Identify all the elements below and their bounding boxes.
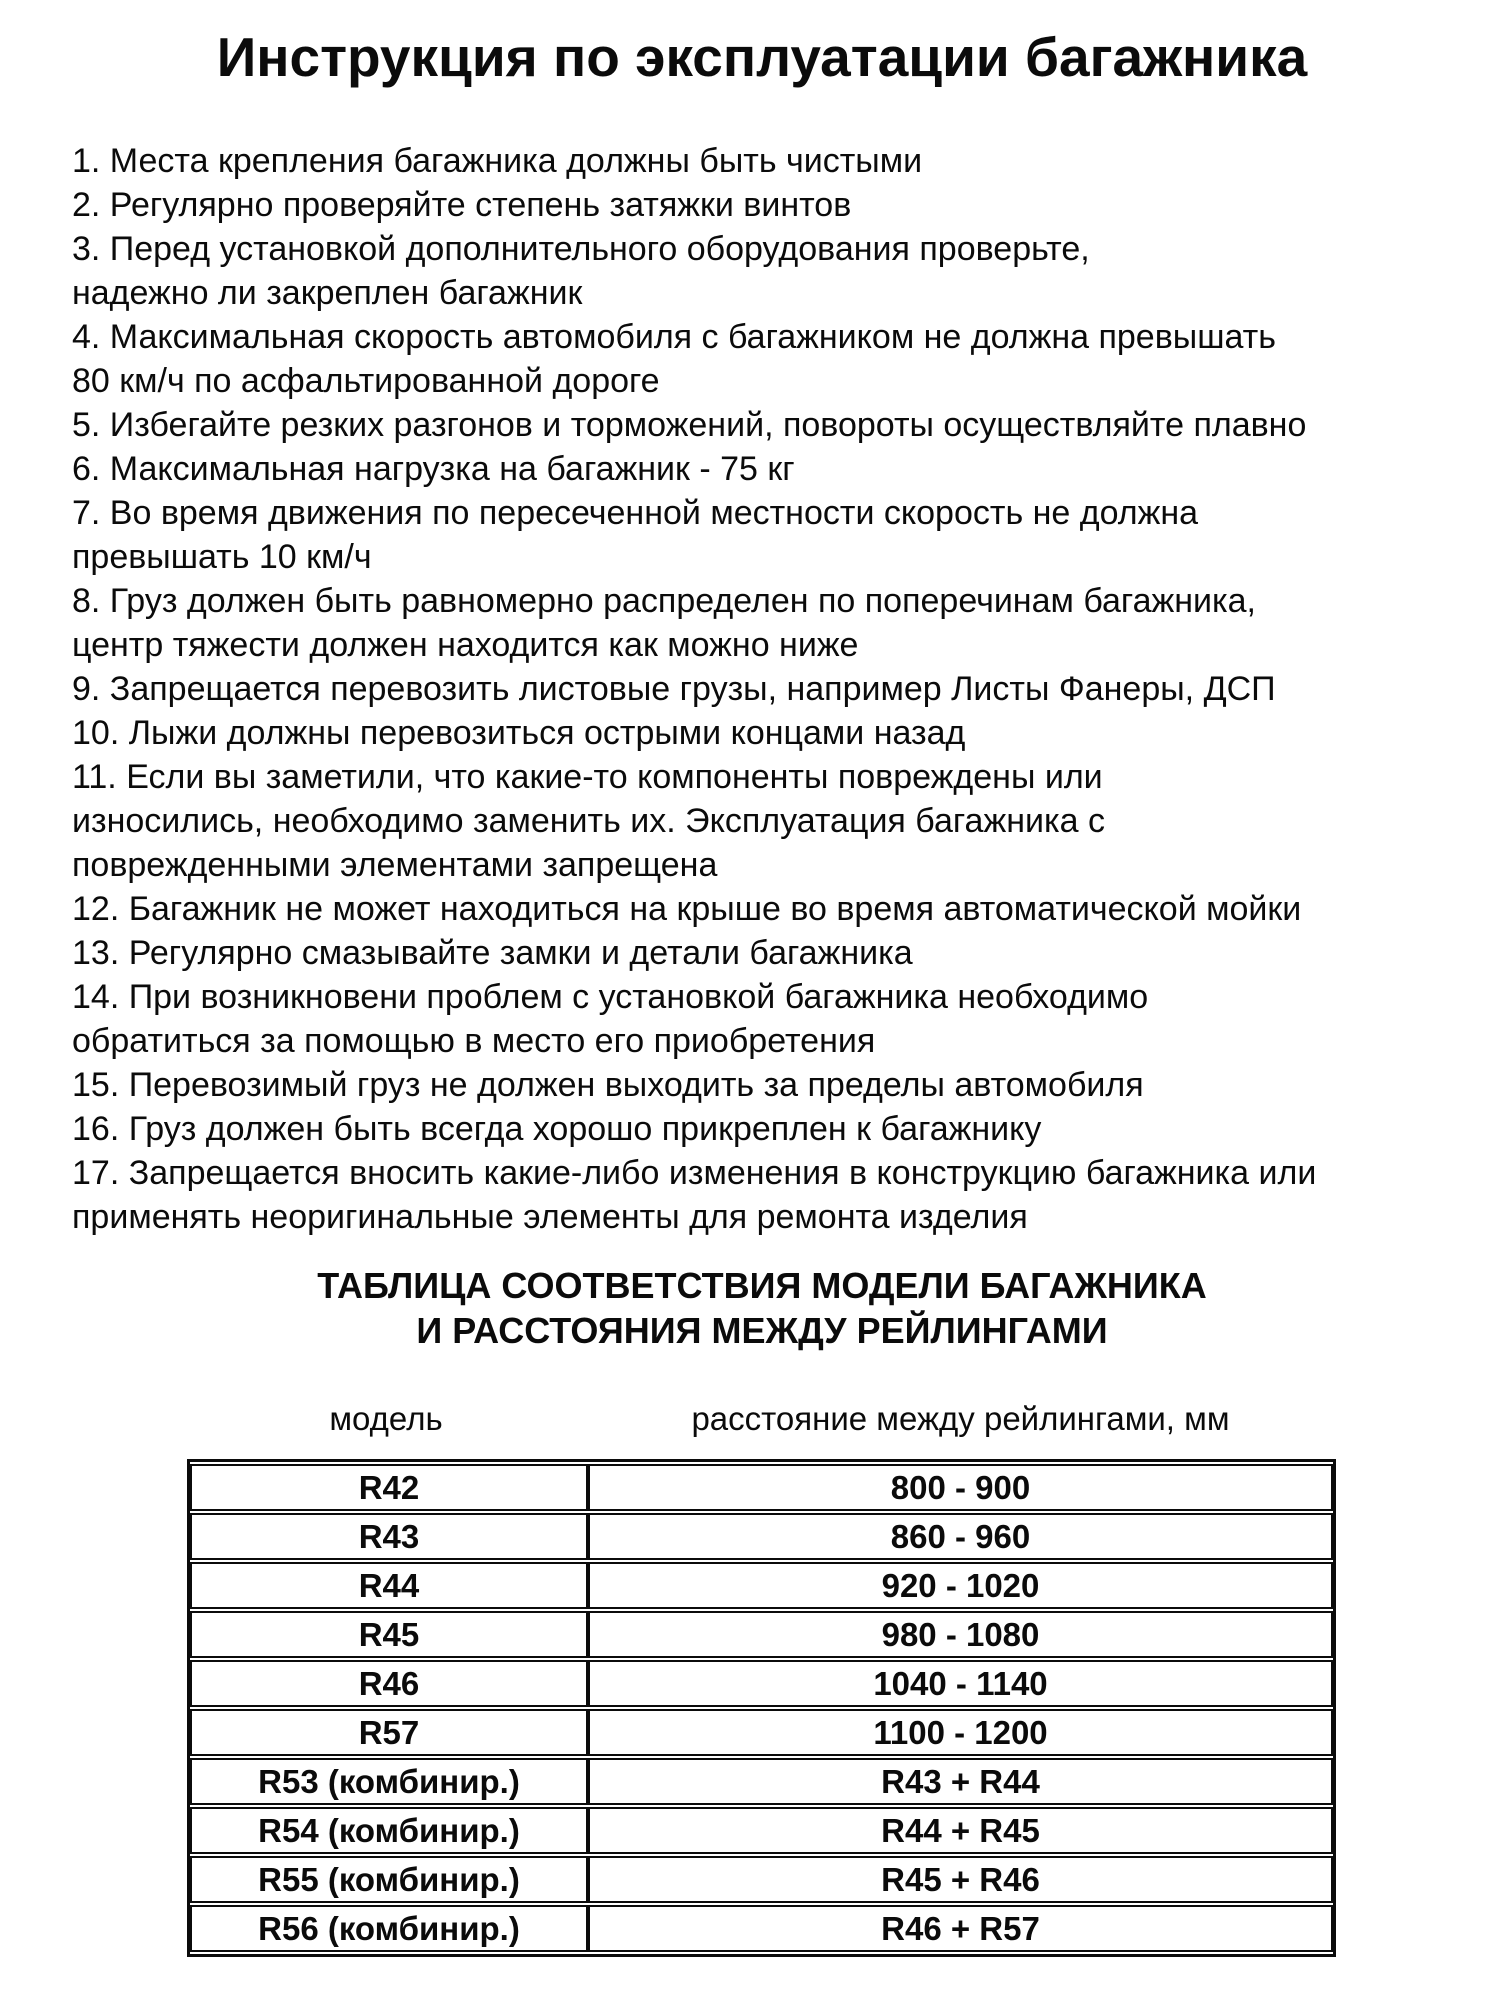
instruction-line: 12. Багажник не может находиться на крыше во время автоматической мойки xyxy=(72,890,1302,929)
distance-cell: 860 - 960 xyxy=(588,1513,1333,1560)
instruction-line: 1. Места крепления багажника должны быть чистыми xyxy=(72,142,923,181)
column-label-distance: расстояние между рейлингами, мм xyxy=(691,1400,1230,1438)
distance-cell: R44 + R45 xyxy=(588,1807,1333,1854)
table-heading xyxy=(72,1263,1452,1353)
instruction-line: 2. Регулярно проверяйте степень затяжки винтов xyxy=(72,186,852,225)
instruction-line: 15. Перевозимый груз не должен выходить за пределы автомобиля xyxy=(72,1066,1144,1105)
column-label-model: модель xyxy=(329,1400,443,1438)
model-cell: R55 (комбинир.) xyxy=(190,1856,588,1903)
model-cell: R54 (комбинир.) xyxy=(190,1807,588,1854)
table-row xyxy=(190,1709,1333,1756)
table-row xyxy=(190,1464,1333,1511)
model-cell: R44 xyxy=(190,1562,588,1609)
table-row xyxy=(190,1807,1333,1854)
table-row xyxy=(190,1905,1333,1952)
model-cell: R56 (комбинир.) xyxy=(190,1905,588,1952)
instruction-line: превышать 10 км/ч xyxy=(72,538,372,577)
instruction-line: 17. Запрещается вносить какие-либо изменения в конструкцию багажника или xyxy=(72,1154,1317,1193)
model-cell: R57 xyxy=(190,1709,588,1756)
model-cell: R42 xyxy=(190,1464,588,1511)
instruction-line: центр тяжести должен находится как можно ниже xyxy=(72,626,859,665)
instruction-line: 5. Избегайте резких разгонов и торможений, повороты осуществляйте плавно xyxy=(72,406,1307,445)
distance-cell: 1100 - 1200 xyxy=(588,1709,1333,1756)
distance-cell: R45 + R46 xyxy=(588,1856,1333,1903)
distance-cell: R43 + R44 xyxy=(588,1758,1333,1805)
instruction-line: 13. Регулярно смазывайте замки и детали багажника xyxy=(72,934,913,973)
table-heading-line-2: И РАССТОЯНИЯ МЕЖДУ РЕЙЛИНГАМИ xyxy=(416,1310,1108,1352)
page-title: Инструкция по эксплуатации багажника xyxy=(216,26,1308,88)
table-row xyxy=(190,1562,1333,1609)
model-distance-table-body xyxy=(190,1464,1333,1952)
model-cell: R53 (комбинир.) xyxy=(190,1758,588,1805)
instruction-line: 3. Перед установкой дополнительного оборудования проверьте, xyxy=(72,230,1090,269)
distance-cell: 800 - 900 xyxy=(588,1464,1333,1511)
instruction-line: надежно ли закреплен багажник xyxy=(72,274,583,313)
model-distance-table xyxy=(187,1459,1336,1957)
instruction-line: 10. Лыжи должны перевозиться острыми концами назад xyxy=(72,714,966,753)
model-cell: R43 xyxy=(190,1513,588,1560)
instruction-line: поврежденными элементами запрещена xyxy=(72,846,718,885)
instruction-line: 6. Максимальная нагрузка на багажник - 75 кг xyxy=(72,450,795,489)
instruction-line: 80 км/ч по асфальтированной дороге xyxy=(72,362,660,401)
instruction-line: применять неоригинальные элементы для ремонта изделия xyxy=(72,1198,1028,1237)
distance-cell: 1040 - 1140 xyxy=(588,1660,1333,1707)
table-row xyxy=(190,1660,1333,1707)
model-cell: R46 xyxy=(190,1660,588,1707)
table-row xyxy=(190,1513,1333,1560)
instruction-line: 4. Максимальная скорость автомобиля с багажником не должна превышать xyxy=(72,318,1276,357)
instruction-line: износились, необходимо заменить их. Эксплуатация багажника с xyxy=(72,802,1105,841)
table-heading-line-1: ТАБЛИЦА СООТВЕТСТВИЯ МОДЕЛИ БАГАЖНИКА xyxy=(317,1265,1207,1307)
instruction-line: 8. Груз должен быть равномерно распределен по поперечинам багажника, xyxy=(72,582,1256,621)
instruction-list xyxy=(72,139,1452,1239)
instruction-line: 7. Во время движения по пересеченной местности скорость не должна xyxy=(72,494,1199,533)
distance-cell: R46 + R57 xyxy=(588,1905,1333,1952)
table-row xyxy=(190,1856,1333,1903)
instruction-line: 14. При возникновени проблем с установкой багажника необходимо xyxy=(72,978,1149,1017)
instruction-line: 9. Запрещается перевозить листовые грузы, например Листы Фанеры, ДСП xyxy=(72,670,1276,709)
table-row xyxy=(190,1758,1333,1805)
instruction-line: 16. Груз должен быть всегда хорошо прикреплен к багажнику xyxy=(72,1110,1042,1149)
table-row xyxy=(190,1611,1333,1658)
distance-cell: 920 - 1020 xyxy=(588,1562,1333,1609)
model-cell: R45 xyxy=(190,1611,588,1658)
table-column-labels xyxy=(187,1401,1336,1437)
distance-cell: 980 - 1080 xyxy=(588,1611,1333,1658)
instruction-line: обратиться за помощью в место его приобретения xyxy=(72,1022,876,1061)
instruction-line: 11. Если вы заметили, что какие-то компоненты повреждены или xyxy=(72,758,1103,797)
